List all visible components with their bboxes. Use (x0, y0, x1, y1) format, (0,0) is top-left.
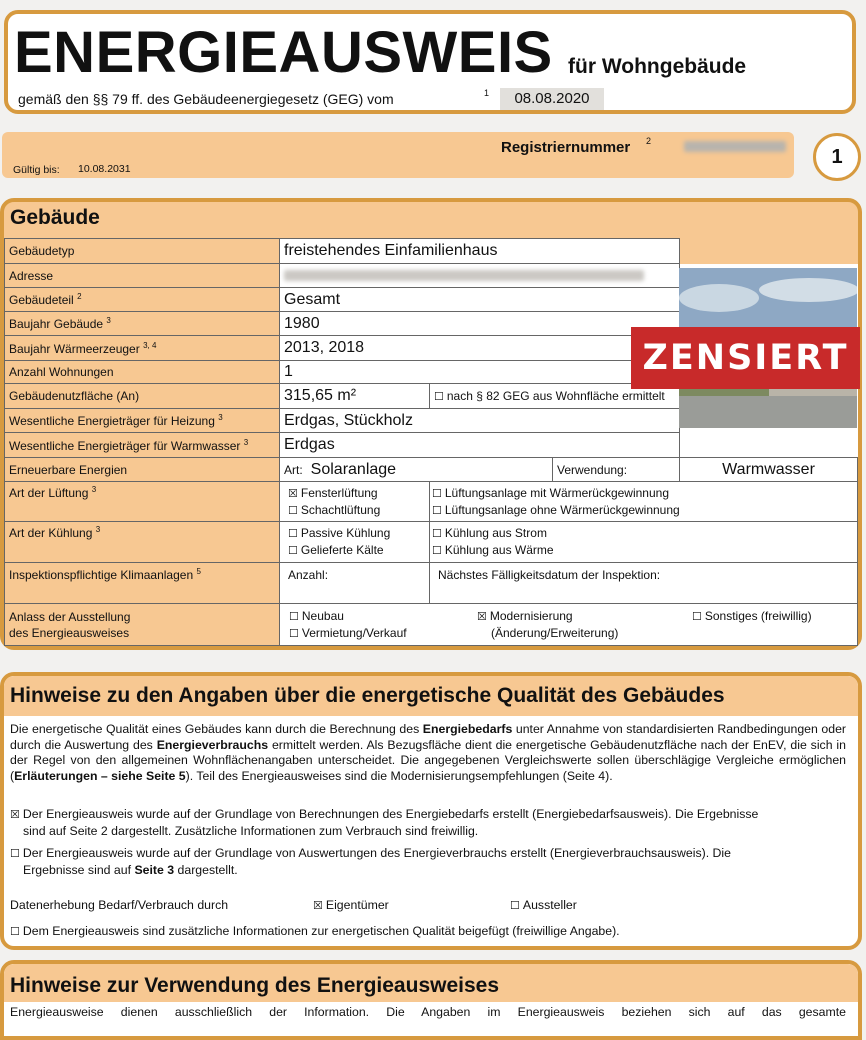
heat-generator-year-value: 2013, 2018 (280, 336, 680, 361)
law-reference: gemäß den §§ 79 ff. des Gebäudeenergiegesetz (GEG) vom (18, 91, 394, 107)
building-part-value: Gesamt (280, 288, 680, 312)
ventilation-with-recovery[interactable]: ☐ Lüftungsanlage mit Wärmerückgewinnung (432, 485, 669, 500)
registration-number-redacted (684, 141, 786, 152)
document-title: ENERGIEAUSWEIS (14, 20, 553, 85)
usable-area-value: 315,65 m² (280, 384, 430, 409)
address-value-redacted (280, 264, 680, 288)
building-part-label: Gebäudeteil $^2$ (5, 288, 280, 312)
cooling-label: Art der Kühlung $^3$ (5, 522, 280, 563)
building-type-value: freistehendes Einfamilienhaus (280, 239, 680, 264)
apartments-value: 1 (280, 361, 680, 384)
table-row (5, 482, 858, 522)
hot-water-energy-label: Wesentliche Energieträger für Warmwasser $^3$ (5, 433, 280, 458)
document-subtitle: für Wohngebäude (568, 55, 747, 78)
table-row (5, 604, 858, 646)
usage-paragraph: Energieausweise dienen ausschließlich der Information. Die Angaben im Energieausweis beziehen sich auf das gesamte (10, 1005, 846, 1019)
cooling-electric[interactable]: ☐ Kühlung aus Strom (432, 526, 547, 540)
cooling-delivered[interactable]: ☐ Gelieferte Kälte (288, 543, 384, 557)
data-collection-issuer[interactable]: ☐ Aussteller (510, 898, 577, 912)
checkbox-unchecked[interactable]: ☐ (434, 391, 444, 403)
registration-label: Registriernummer (501, 139, 631, 156)
law-footnote: 1 (484, 88, 490, 98)
table-row (5, 458, 858, 482)
usage-section-title: Hinweise zur Verwendung des Energieausweises (10, 974, 500, 997)
usable-area-option: ☐ nach § 82 GEG aus Wohnfläche ermittelt (430, 384, 680, 409)
reason-rent-sale[interactable]: ☐ Vermietung/Verkauf (289, 626, 407, 640)
address-label: Adresse (5, 264, 280, 288)
valid-until-date: 10.08.2031 (78, 163, 131, 175)
valid-until-label: Gültig bis: (13, 164, 60, 176)
renewable-energy-type: Art: Solaranlage (280, 458, 553, 482)
page-number: 1 (813, 133, 861, 181)
issuance-reason-label: Anlass der Ausstellung des Energieausweises (5, 604, 280, 646)
ventilation-without-recovery[interactable]: ☐ Lüftungsanlage ohne Wärmerückgewinnung (432, 502, 680, 517)
heating-energy-label: Wesentliche Energieträger für Heizung $^3$ (5, 409, 280, 433)
cooling-passive[interactable]: ☐ Passive Kühlung (288, 526, 391, 540)
heating-energy-value: Erdgas, Stückholz (280, 409, 680, 433)
reason-other[interactable]: ☐ Sonstiges (freiwillig) (692, 609, 812, 623)
reason-modernization-detail: (Änderung/Erweiterung) (491, 626, 619, 640)
cooling-options-left (280, 522, 430, 563)
cooling-options-right (430, 522, 858, 563)
cooling-heat[interactable]: ☐ Kühlung aus Wärme (432, 543, 554, 557)
reason-new-build[interactable]: ☐ Neubau (289, 609, 344, 623)
notes-option-demand[interactable]: ☒ Der Energieausweis wurde auf der Grundlage von Berechnungen des Energiebedarfs erstellt (Energiebedarfsausweis). Die Ergebnisse sind auf Seite 2 dargestellt. Zusätzliche Informationen zum Verbrauch sind freiwillig. (10, 807, 759, 838)
data-collection-label: Datenerhebung Bedarf/Verbrauch durch (10, 898, 229, 912)
heat-generator-year-label: Baujahr Wärmeerzeuger $^{3, 4}$ (5, 336, 280, 361)
renewable-energy-use-label: Verwendung: (553, 458, 680, 482)
ventilation-label: Art der Lüftung $^3$ (5, 482, 280, 522)
renewable-energy-use-value: Warmwasser (680, 458, 858, 482)
ventilation-options-left (280, 482, 430, 522)
notes-section-title: Hinweise zu den Angaben über die energetische Qualität des Gebäudes (10, 684, 725, 707)
reason-modernization[interactable]: ☒ Modernisierung (477, 609, 573, 623)
construction-year-label: Baujahr Gebäude $^3$ (5, 312, 280, 336)
table-row (5, 239, 858, 264)
issuance-reason-options (280, 604, 858, 646)
air-conditioning-label: Inspektionspflichtige Klimaanlagen $^5$ (5, 563, 280, 604)
data-collection-owner[interactable]: ☒ Eigentümer (313, 898, 389, 912)
table-row (5, 522, 858, 563)
renewable-energy-label: Erneuerbare Energien (5, 458, 280, 482)
notes-paragraph: Die energetische Qualität eines Gebäudes kann durch die Berechnung des Energiebedarfs unter Annahme von standardisierten Randbedingungen oder durch die Auswertung des Energieverbrauchs ermittelt werden. Als Bezugsfläche dient die energetische Gebäudenutzfläche nach der EnEV, die sich in der Regel von den allgemeinen Wohnflächenangaben unterscheidet. Die angegebenen Vergleichswerte sollen überschlägige Vergleiche ermöglichen (Erläuterungen – siehe Seite 5). Teil des Energieausweises sind die Modernisierungsempfehlungen (Seite 4). (10, 722, 846, 783)
law-date: 08.08.2020 (500, 88, 604, 110)
censored-stamp: ZENSIERT (631, 327, 860, 389)
building-type-label: Gebäudetyp (5, 239, 280, 264)
ventilation-shaft[interactable]: ☐ Schachtlüftung (288, 502, 381, 517)
additional-info-option[interactable]: ☐ Dem Energieausweis sind zusätzliche Informationen zur energetischen Qualität beigefügt (freiwillige Angabe). (10, 924, 620, 938)
ventilation-options-right (430, 482, 858, 522)
building-section-title: Gebäude (10, 206, 100, 229)
usable-area-label: Gebäudenutzfläche (An) (5, 384, 280, 409)
apartments-label: Anzahl Wohnungen (5, 361, 280, 384)
air-conditioning-count: Anzahl: (280, 563, 430, 604)
air-conditioning-next-inspection: Nächstes Fälligkeitsdatum der Inspektion: (430, 563, 858, 604)
notes-option-consumption[interactable]: ☐ Der Energieausweis wurde auf der Grundlage von Auswertungen des Energieverbrauchs erstellt (Energieverbrauchsausweis). Die Ergebnisse sind auf Seite 3 dargestellt. (10, 846, 732, 877)
construction-year-value: 1980 (280, 312, 680, 336)
registration-footnote: 2 (646, 136, 652, 146)
table-row (5, 563, 858, 604)
ventilation-window[interactable]: ☒ Fensterlüftung (288, 485, 378, 500)
hot-water-energy-value: Erdgas (280, 433, 680, 458)
